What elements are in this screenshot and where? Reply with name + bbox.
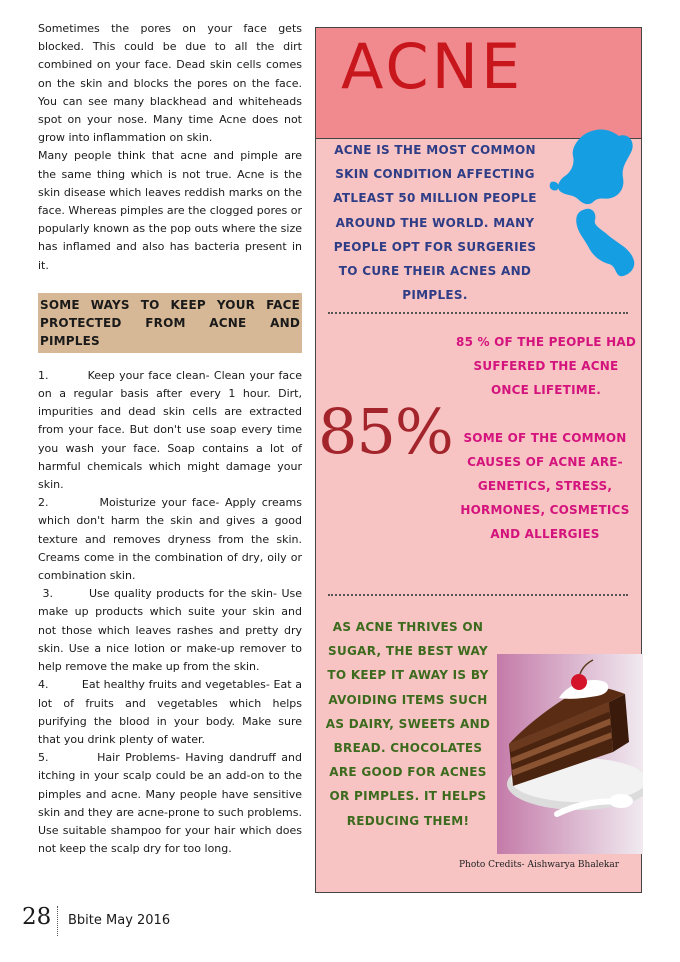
tip-3: 3. Use quality products for the skin- Use make up products which suite your skin and not those which leaves rashes and pretty dry skin. Use a nice lotion or make-up remover to help remove the make up from the skin. <box>38 587 302 674</box>
dotted-divider-2 <box>328 594 628 596</box>
stat-text: 85 % OF THE PEOPLE HAD SUFFERED THE ACNE ONCE LIFETIME. <box>456 335 636 397</box>
tip-2: 2. Moisturize your face- Apply creams which don't harm the skin and gives a good texture and removes dryness from the skin. Creams come in the combination of dry, oily or combination skin. <box>38 496 302 583</box>
article-body <box>38 20 302 858</box>
intro-paragraph-2: Many people think that acne and pimple are the same thing which is not true. Acne is the skin disease which leaves reddish marks on the face. Whereas pimples are the clogged pores or popularly known as the pop outs where the size has inflamed and also has bacteria present in it. <box>38 149 302 272</box>
acne-info-panel <box>315 27 642 893</box>
page-number: 28 <box>22 904 52 930</box>
intro-fact: ACNE IS THE MOST COMMON SKIN CONDITION AFFECTING ATLEAST 50 MILLION PEOPLE AROUND THE WORLD. MANY PEOPLE OPT FOR SURGERIES TO CURE THEIR ACNES AND PIMPLES. <box>333 143 537 303</box>
world-map-icon <box>531 124 646 289</box>
footer-divider <box>57 906 58 936</box>
sugar-advice: AS ACNE THRIVES ON SUGAR, THE BEST WAY TO KEEP IT AWAY IS BY AVOIDING ITEMS SUCH AS DAIRY, SWEETS AND BREAD. CHOCOLATES ARE GOOD FOR ACNES OR PIMPLES. IT HELPS REDUCING THEM! <box>325 620 491 828</box>
panel-title: ACNE <box>341 30 524 103</box>
stat-85-percent: 85% <box>318 395 453 468</box>
section-heading: SOME WAYS TO KEEP YOUR FACE PROTECTED FROM ACNE AND PIMPLES <box>38 293 302 353</box>
causes-text: SOME OF THE COMMON CAUSES OF ACNE ARE- GENETICS, STRESS, HORMONES, COSMETICS AND ALLERGIES <box>460 431 630 541</box>
magazine-issue: Bbite May 2016 <box>68 913 171 928</box>
intro-paragraph-1: Sometimes the pores on your face gets blocked. This could be due to all the dirt combined on your face. Dead skin cells comes on the skin and blocks the pores on the face. You can see many blackhead and whiteheads spot on your nose. Many time Acne does not grow into inflammation on skin. <box>38 22 302 145</box>
tip-1: 1. Keep your face clean- Clean your face on a regular basis after every 1 hour. Dirt, impurities and dead skin cells are extracted from your face. But don't use soap every time you wash your face. Soap contains a lot of harmful chemicals which might damage your skin. <box>38 368 302 492</box>
dotted-divider-1 <box>328 312 628 314</box>
tip-5: 5. Hair Problems- Having dandruff and itching in your scalp could be an add-on to the pimples and acne. Many people have sensitive skin and they are acne-prone to such problems. Use suitable shampoo for your hair which does not keep the scalp dry for too long. <box>38 751 302 856</box>
title-banner <box>316 28 641 139</box>
chocolate-cake-icon <box>497 654 643 854</box>
tip-4: 4. Eat healthy fruits and vegetables- Eat a lot of fruits and vegetables which helps purifying the blood in your body. Make sure that you drink plenty of water. <box>38 678 302 746</box>
photo-credits: Photo Credits- Aishwarya Bhalekar <box>459 860 620 870</box>
